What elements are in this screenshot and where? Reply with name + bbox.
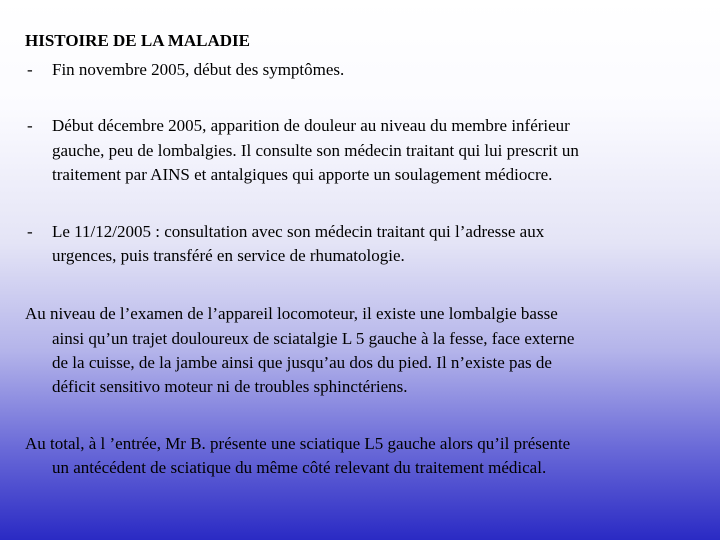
paragraph-1-line-1: Au niveau de l’examen de l’appareil locomoteur, il existe une lombalgie basse (25, 304, 558, 323)
paragraph-2-line-1: Au total, à l ’entrée, Mr B. présente une sciatique L5 gauche alors qu’il présente (25, 434, 571, 453)
paragraph-1-line-4: déficit sensitivo moteur ni de troubles sphinctériens. (52, 377, 408, 396)
bullet-marker: - (27, 116, 33, 135)
bullet-3-line-1: Le 11/12/2005 : consultation avec son médecin traitant qui l’adresse aux (52, 222, 545, 241)
bullet-1-line-1: Fin novembre 2005, début des symptômes. (52, 60, 345, 79)
bullet-marker: - (27, 222, 33, 241)
bullet-3-line-2: urgences, puis transféré en service de rhumatologie. (52, 246, 405, 265)
slide-title: HISTOIRE DE LA MALADIE (25, 31, 250, 50)
bullet-marker: - (27, 60, 33, 79)
paragraph-2-line-2: un antécédent de sciatique du même côté relevant du traitement médical. (52, 458, 547, 477)
paragraph-1-line-2: ainsi qu’un trajet douloureux de sciatalgie L 5 gauche à la fesse, face externe (52, 329, 575, 348)
bullet-2-line-1: Début décembre 2005, apparition de douleur au niveau du membre inférieur (52, 116, 570, 135)
bullet-2-line-3: traitement par AINS et antalgiques qui apporte un soulagement médiocre. (52, 165, 553, 184)
paragraph-1-line-3: de la cuisse, de la jambe ainsi que jusqu’au dos du pied. Il n’existe pas de (52, 353, 552, 372)
bullet-2-line-2: gauche, peu de lombalgies. Il consulte son médecin traitant qui lui prescrit un (52, 141, 579, 160)
